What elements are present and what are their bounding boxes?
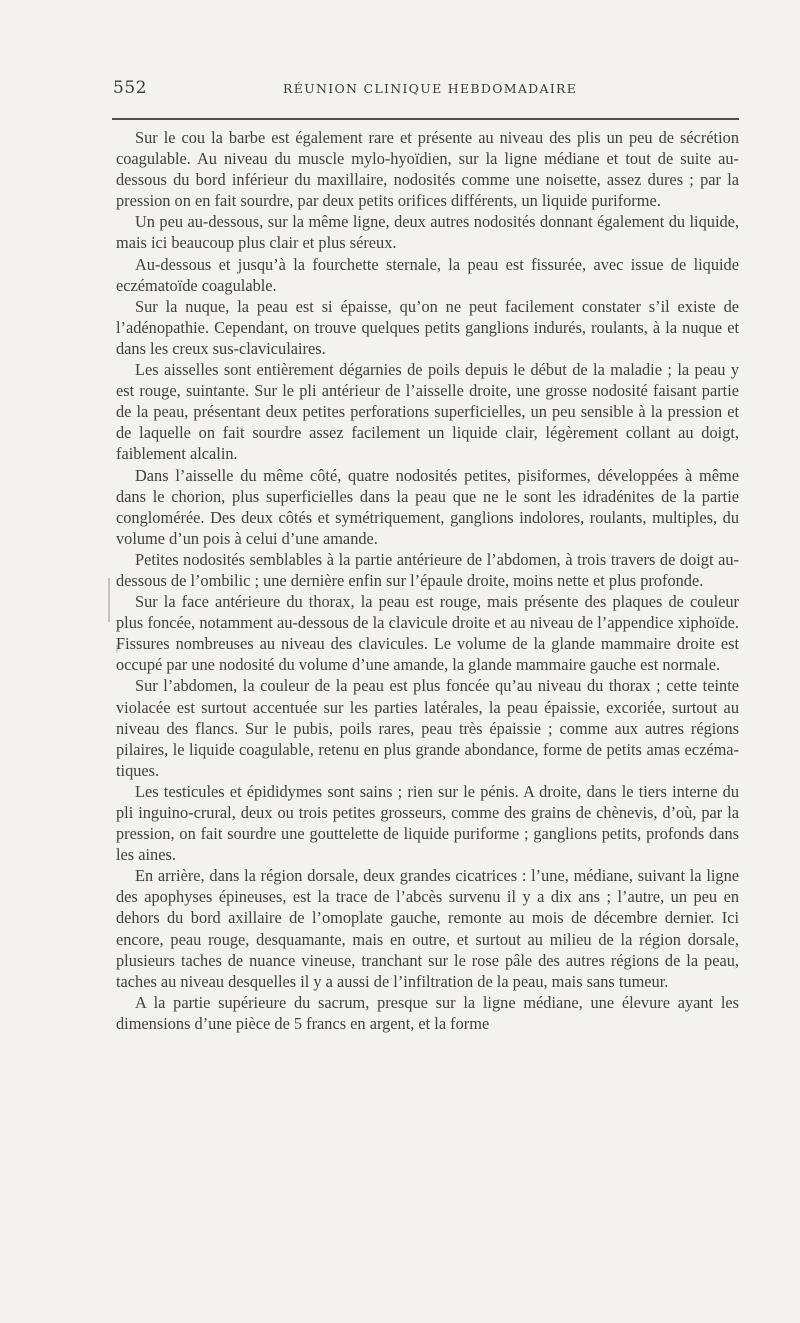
paragraph: A la partie supérieure du sacrum, presque sur la ligne médiane, une élevure ayant les dimensions d’une pièce de 5 francs en argent, et la forme — [116, 992, 739, 1033]
paragraph: Sur la face antérieure du thorax, la peau est rouge, mais présente des plaques de couleur plus foncée, notamment au-dessous de la clavicule droite et au niveau de l’appendice xiphoïde. Fissures nombreuses au niveau des clavicules. Le volume de la glande mammaire droite est occupé par une nodosité du volume d’une amande, la glande mammaire gauche est normale. — [116, 592, 739, 675]
paragraph: Les testicules et épididymes sont sains ; rien sur le pénis. A droite, dans le tiers interne du pli inguino-crural, deux ou trois petites grosseurs, comme des grains de chènevis, d’où, par la pression, on fait sourdre une gouttelette de liquide puriforme ; ganglions petits, profonds dans les aines. — [116, 781, 739, 865]
paragraph: Au-dessous et jusqu’à la fourchette sternale, la peau est fissurée, avec issue de liquide eczématoïde coagulable. — [116, 254, 739, 295]
paragraph: En arrière, dans la région dorsale, deux grandes cicatrices : l’une, médiane, suivant la ligne des apophyses épineuses, est la trace de l’abcès survenu il y a dix ans ; l’autre, un peu en dehors du bord axillaire de l’omoplate gauche, remonte au mois de décembre dernier. Ici encore, peau rouge, desquamante, mais en outre, et surtout au milieu de la région dorsale, plusieurs taches de nuance vineuse, tranchant sur le rose pâle des autres régions de la peau, taches au niveau desquelles il y a aussi de l’infiltration de la peau, mais sans tumeur. — [116, 866, 739, 991]
header-rule — [112, 118, 739, 120]
page-header — [113, 78, 739, 102]
paragraph: Sur le cou la barbe est également rare et présente au niveau des plis un peu de sécrétion coagulable. Au niveau du muscle mylo-hyoïdien, sur la ligne médiane et tout de suite au-dessous du bord inférieur du maxillaire, nodosités comme une noisette, assez dures ; par la pression on en fait sourdre, par deux petits orifices différents, un liquide puriforme. — [116, 128, 739, 211]
margin-pencil-mark — [108, 578, 110, 622]
paragraph: Sur l’abdomen, la couleur de la peau est plus foncée qu’au niveau du thorax ; cette teinte violacée est surtout accentuée sur les parties latérales, la peau épaissie, excoriée, surtout au niveau des flancs. Sur le pubis, poils rares, peau très épaissie ; comme aux autres régions pilaires, le liquide coagulable, retenu en plus grande abondance, forme de petits amas eczématiques. — [116, 676, 739, 780]
paragraph: Un peu au-dessous, sur la même ligne, deux autres nodosités donnant également du liquide, mais ici beaucoup plus clair et plus séreux. — [116, 212, 739, 253]
body-text — [116, 127, 739, 1034]
paragraph: Les aisselles sont entièrement dégarnies de poils depuis le début de la maladie ; la peau y est rouge, suintante. Sur le pli antérieur de l’aisselle droite, une grosse nodosité faisant partie de la peau, présentant deux petites perforations superficielles, un peu sensible à la pression et de laquelle on fait sourdre assez facilement un liquide clair, légèrement collant au doigt, faiblement alcalin. — [116, 360, 739, 464]
page-number: 552 — [113, 78, 147, 98]
running-title: RÉUNION CLINIQUE HEBDOMADAIRE — [283, 81, 578, 96]
paragraph: Petites nodosités semblables à la partie antérieure de l’abdomen, à trois travers de doigt au-dessous de l’ombilic ; une dernière enfin sur l’épaule droite, moins nette et plus profonde. — [116, 549, 739, 590]
paragraph: Dans l’aisselle du même côté, quatre nodosités petites, pisiformes, développées à même dans le chorion, plus superficielles dans la peau que ne le sont les idradénites de la partie conglomérée. Des deux côtés et symétriquement, ganglions indolores, roulants, multiples, du volume d’un pois à celui d’une amande. — [116, 465, 739, 548]
paragraph: Sur la nuque, la peau est si épaisse, qu’on ne peut facilement constater s’il existe de l’adénopathie. Cependant, on trouve quelques petits ganglions indurés, roulants, à la nuque et dans les creux sus-claviculaires. — [116, 296, 739, 358]
